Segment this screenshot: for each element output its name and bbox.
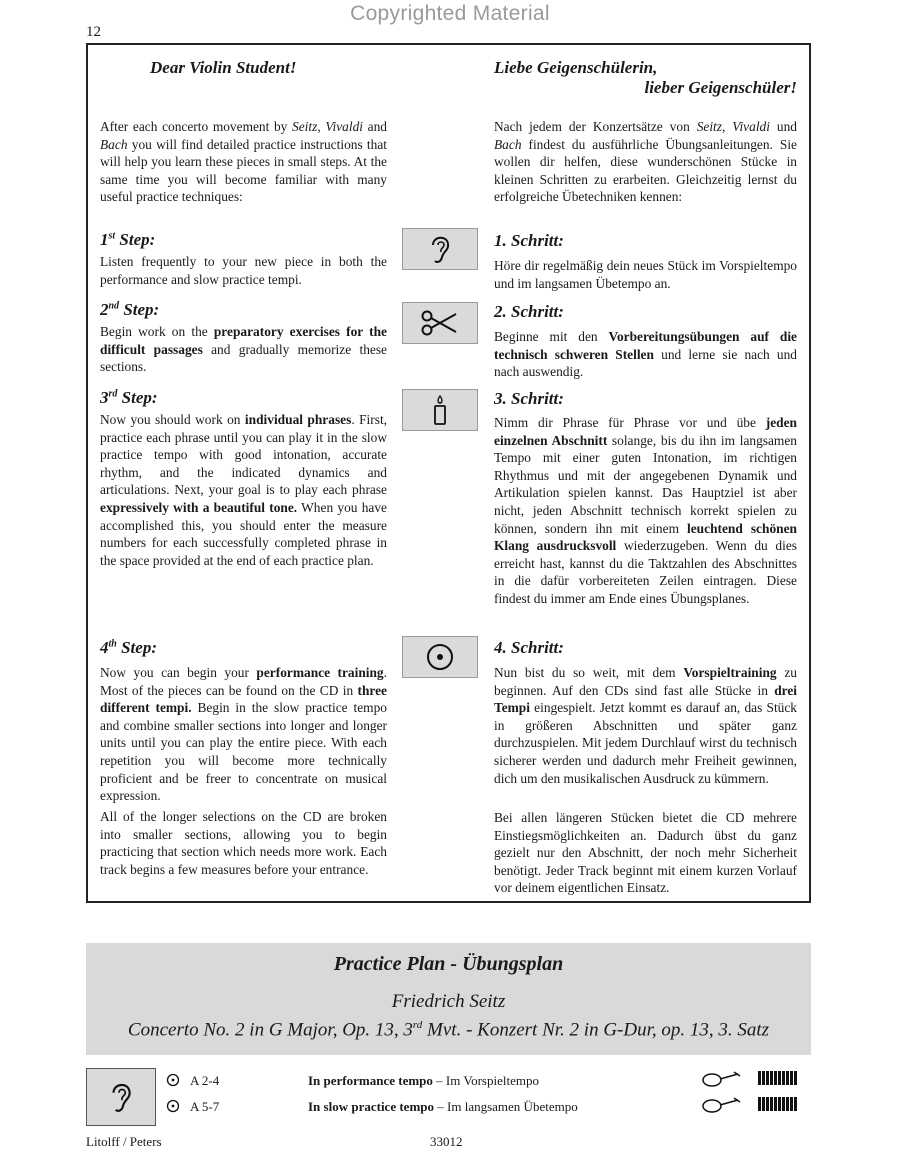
german-heading: Liebe Geigenschülerin, lieber Geigenschüler! — [494, 58, 797, 97]
english-heading: Dear Violin Student! — [150, 58, 297, 77]
english-step3-text: Now you should work on individual phrases. First, practice each phrase until you can play it in the slow practice tempo with good intonation, accurate rhythm, and the indicated dynamics and articulations. Next, your goal is to play each phrase expressively with a beautiful tone. When you have accomplished this, you should enter the measure numbers for each successfully completed phrase in the space provided at the end of each practice plan. — [100, 412, 388, 568]
cd-icon — [402, 636, 478, 678]
practice-plan-title: Practice Plan - Übungsplan — [333, 953, 564, 975]
page-number: 12 — [86, 24, 101, 40]
english-step2-heading: 2nd Step: — [100, 300, 160, 319]
english-step4-text: Now you can begin your performance training. Most of the pieces can be found on the CD in three different tempi. Begin in the slow practice tempo and combine smaller sections into longer and longer units until you can play the entire piece. With each repetition you will become more technically proficient and be freer to concentrate on musical expression. — [100, 665, 387, 804]
violin-icon — [700, 1095, 742, 1120]
english-step3-heading: 3rd Step: — [100, 388, 158, 407]
piano-icon — [758, 1071, 797, 1085]
practice-plan-banner — [86, 943, 811, 1055]
track-code: A 5-7 — [190, 1099, 220, 1114]
ear-icon — [402, 228, 478, 270]
german-step2-heading: 2. Schritt: — [494, 302, 564, 321]
german-step4-heading: 4. Schritt: — [494, 638, 564, 657]
track-label: In performance tempo – Im Vorspieltempo — [308, 1073, 539, 1088]
candle-icon — [402, 389, 478, 431]
composer-name: Friedrich Seitz — [391, 991, 506, 1012]
cd-track-icon — [166, 1099, 180, 1118]
track-code: A 2-4 — [190, 1073, 220, 1088]
english-step4-paragraph2: All of the longer selections on the CD are broken into smaller sections, allowing you to begin practicing that section which needs more work. Each track begins a few measures before your entrance. — [100, 809, 387, 877]
scissors-icon — [402, 302, 478, 344]
english-step2-text: Begin work on the preparatory exercises for the difficult passages and gradually memorize these sections. — [100, 324, 387, 375]
german-intro: Nach jedem der Konzertsätze von Seitz, Vivaldi und Bach findest du ausführliche Übungsanleitungen. Sie wollen dir helfen, diese wunderschönen Stücke in kleinen Schritten zu erarbeiten. Gleichzeitig lernst du erfolgreiche Übetechniken kennen: — [494, 119, 797, 205]
german-step4-paragraph2: Bei allen längeren Stücken bietet die CD mehrere Einstiegsmöglichkeiten an. Dadurch übst du ganz gezielt nur den Abschnitt, der noch mehr Sicherheit benötigt. Jeder Track beginnt mit einem kurzen Vorlauf vor deinem eigentlichen Einsatz. — [494, 810, 797, 896]
cd-track-icon — [166, 1073, 180, 1092]
work-title: Concerto No. 2 in G Major, Op. 13, 3rd Mvt. - Konzert Nr. 2 in G-Dur, op. 13, 3. Satz — [127, 1019, 770, 1041]
track-label: In slow practice tempo – Im langsamen Übetempo — [308, 1099, 578, 1114]
english-step1-text: Listen frequently to your new piece in both the performance and slow practice tempi. — [100, 254, 387, 287]
english-step1-heading: 1st Step: — [100, 230, 156, 249]
ear-icon — [86, 1068, 156, 1126]
violin-icon — [700, 1069, 742, 1094]
german-step3-text: Nimm dir Phrase für Phrase vor und übe jeden einzelnen Abschnitt solange, bis du ihn im langsamen Tempo mit einer guten Intonation, im richtigen Rhythmus und mit der angegebenen Dynamik und Artikulation spielen kannst. Das Hauptziel ist aber nicht, jeden Abschnitt technisch korrekt spielen zu können, sondern ihn mit einem leuchtend schönen Klang ausdrucksvoll wiederzugeben. Wenn du dies erreicht hast, kannst du die Taktzahlen des Abschnittes in die dafür vorbereiteten Zeilen eintragen. Diese findest du immer am Ende eines Übungsplanes. — [494, 415, 797, 606]
german-step2-text: Beginne mit den Vorbereitungsübungen auf die technisch schweren Stellen und lerne sie nach und nach auswendig. — [494, 329, 798, 380]
german-step4-text: Nun bist du so weit, mit dem Vorspieltraining zu beginnen. Auf den CDs sind fast alle Stücke in drei Tempi eingespielt. Jetzt kommt es darauf an, das Stück in größeren Abschnitten und später ganz durchzuspielen. Mit jedem Durchlauf wirst du technisch sicherer werden und dadurch mehr Freiheit gewinnen, dich um den musikalischen Ausdruck zu kümmern. — [494, 665, 797, 786]
english-step4-heading: 4th Step: — [100, 638, 157, 657]
publisher: Litolff / Peters — [86, 1134, 162, 1149]
copyright-watermark: Copyrighted Material — [350, 2, 550, 25]
piano-icon — [758, 1097, 797, 1111]
german-step1-text: Höre dir regelmäßig dein neues Stück im Vorspieltempo und im langsamen Übetempo an. — [494, 258, 797, 291]
catalog-number: 33012 — [430, 1134, 463, 1149]
german-step3-heading: 3. Schritt: — [494, 389, 564, 408]
german-step1-heading: 1. Schritt: — [494, 231, 564, 250]
english-intro: After each concerto movement by Seitz, Vivaldi and Bach you will find detailed practice instructions that will help you learn these pieces in small steps. At the same time you will become familiar with many useful practice techniques: — [100, 119, 387, 205]
